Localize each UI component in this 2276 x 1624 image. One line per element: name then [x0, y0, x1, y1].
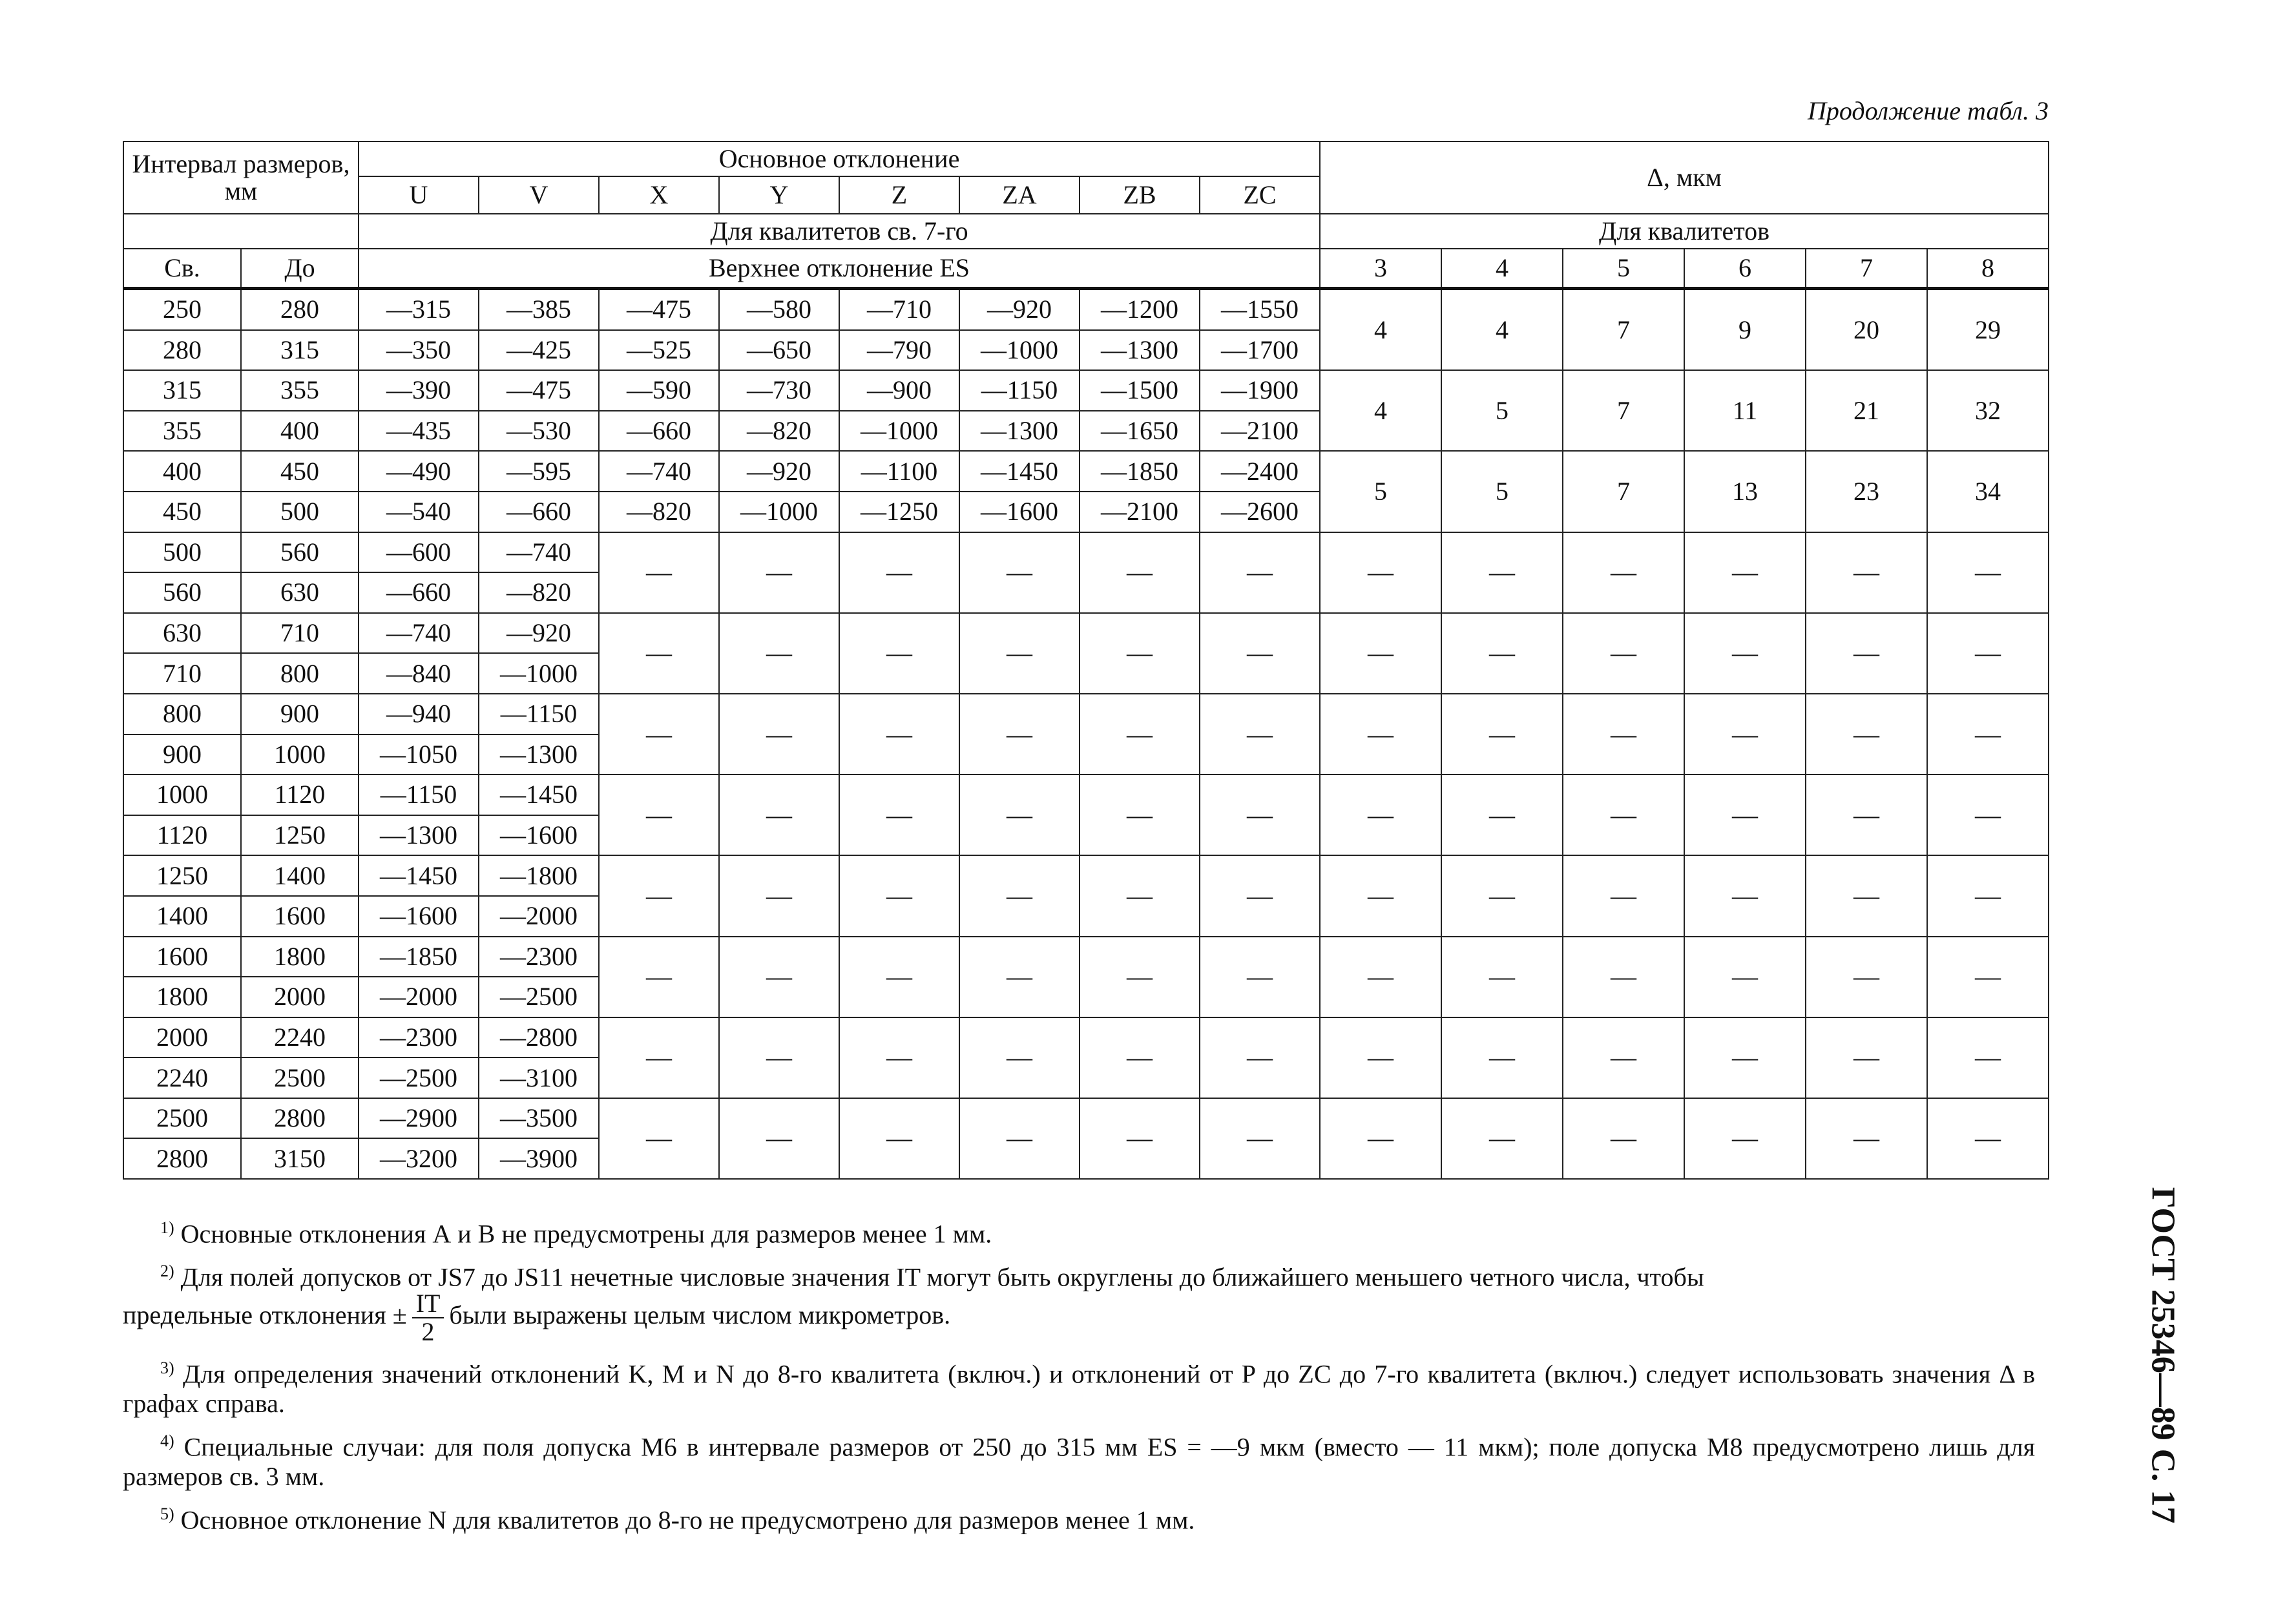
cell-from: 355 — [123, 411, 241, 452]
cell-from: 900 — [123, 734, 241, 775]
cell-deviation: —390 — [359, 370, 479, 411]
table-row — [123, 613, 2049, 654]
cell-dash: — — [599, 937, 719, 1017]
cell-deviation: —1150 — [959, 370, 1080, 411]
cell-deviation: —820 — [599, 492, 719, 532]
footnote-4: $^{4)}$ Специальные случаи: для поля допуска M6 в интервале размеров от 250 до 315 мм ES = —9 мкм (вместо — 11 мкм); поле допуска M8 предусмотрено лишь для размеров св. 3 мм. — [123, 1431, 2036, 1492]
cell-dash: — — [719, 937, 839, 1017]
cell-dash: — — [719, 613, 839, 694]
cell-dash: — — [1927, 532, 2049, 613]
cell-dash: — — [599, 613, 719, 694]
cell-dash: — — [959, 1017, 1080, 1098]
cell-deviation: —1300 — [1080, 330, 1200, 371]
cell-dash: — — [1320, 1098, 1441, 1179]
cell-deviation: —590 — [599, 370, 719, 411]
cell-dash: — — [1080, 1098, 1200, 1179]
cell-deviation: —1250 — [839, 492, 959, 532]
cell-deviation: —385 — [479, 289, 599, 330]
cell-deviation: —1000 — [719, 492, 839, 532]
cell-dash: — — [719, 855, 839, 936]
cell-from: 450 — [123, 492, 241, 532]
cell-deviation: —490 — [359, 451, 479, 492]
cell-deviation: —580 — [719, 289, 839, 330]
cell-to: 1120 — [241, 775, 359, 815]
cell-to: 3150 — [241, 1138, 359, 1179]
cell-to: 1600 — [241, 896, 359, 937]
cell-deviation: —2400 — [1200, 451, 1320, 492]
cell-dash: — — [1684, 937, 1806, 1017]
cell-deviation: —475 — [479, 370, 599, 411]
cell-dash: — — [1806, 613, 1927, 694]
cell-to: 900 — [241, 694, 359, 734]
cell-dash: — — [1080, 532, 1200, 613]
cell-dash: — — [959, 937, 1080, 1017]
cell-deviation: —730 — [719, 370, 839, 411]
cell-dash: — — [959, 613, 1080, 694]
cell-dash: — — [1441, 855, 1563, 936]
table-row — [123, 532, 2049, 573]
cell-deviation: —1150 — [479, 694, 599, 734]
cell-dash: — — [1806, 855, 1927, 936]
cell-dash: — — [1927, 613, 2049, 694]
cell-dash: — — [1200, 937, 1320, 1017]
cell-dash: — — [1320, 937, 1441, 1017]
header-grade-cell: 5 — [1563, 249, 1684, 289]
cell-dash: — — [1806, 694, 1927, 775]
cell-to: 2000 — [241, 977, 359, 1017]
cell-dash: — — [719, 532, 839, 613]
cell-dash: — — [1927, 937, 2049, 1017]
cell-delta: 34 — [1927, 451, 2049, 532]
cell-deviation: —1500 — [1080, 370, 1200, 411]
footnote-5: $^{5)}$ Основное отклонение N для квалитетов до 8-го не предусмотрено для размеров менее 1 мм. — [160, 1504, 1195, 1535]
cell-dash: — — [1563, 937, 1684, 1017]
cell-dash: — — [719, 694, 839, 775]
cell-dash: — — [1080, 775, 1200, 855]
cell-deviation: —660 — [479, 492, 599, 532]
cell-dash: — — [839, 855, 959, 936]
cell-dash: — — [1684, 775, 1806, 855]
table-row — [123, 289, 2049, 330]
table-row — [123, 694, 2049, 734]
cell-deviation: —1150 — [359, 775, 479, 815]
cell-delta: 21 — [1806, 370, 1927, 451]
cell-dash: — — [1080, 1017, 1200, 1098]
table-row — [123, 855, 2049, 896]
cell-dash: — — [1441, 694, 1563, 775]
header-code-cell: U — [359, 176, 479, 214]
cell-dash: — — [1320, 694, 1441, 775]
cell-dash: — — [1320, 532, 1441, 613]
footnote-3: $^{3)}$ Для определения значений отклонений K, M и N до 8-го квалитета (включ.) и отклонений от P до ZC до 7-го квалитета (включ.) следует использовать значения Δ в графах справа. — [123, 1358, 2036, 1418]
cell-deviation: —595 — [479, 451, 599, 492]
cell-deviation: —2100 — [1200, 411, 1320, 452]
cell-from: 560 — [123, 572, 241, 613]
cell-delta: 32 — [1927, 370, 2049, 451]
cell-deviation: —2000 — [479, 896, 599, 937]
cell-dash: — — [599, 532, 719, 613]
cell-from: 710 — [123, 653, 241, 694]
header-code-cell: ZC — [1200, 176, 1320, 214]
cell-dash: — — [599, 1098, 719, 1179]
cell-dash: — — [599, 775, 719, 855]
cell-dash: — — [1684, 532, 1806, 613]
cell-deviation: —315 — [359, 289, 479, 330]
cell-deviation: —1800 — [479, 855, 599, 896]
cell-deviation: —2300 — [359, 1017, 479, 1058]
cell-to: 1400 — [241, 855, 359, 896]
header-code-cell: X — [599, 176, 719, 214]
cell-deviation: —790 — [839, 330, 959, 371]
cell-dash: — — [599, 694, 719, 775]
cell-to: 450 — [241, 451, 359, 492]
footnotes — [123, 1213, 2035, 1543]
cell-dash: — — [839, 937, 959, 1017]
cell-deviation: —1850 — [359, 937, 479, 977]
cell-dash: — — [1684, 855, 1806, 936]
cell-dash: — — [839, 1098, 959, 1179]
cell-deviation: —650 — [719, 330, 839, 371]
cell-delta: 23 — [1806, 451, 1927, 532]
standard-page-code: ГОСТ 25346—89 С. 17 — [2144, 1187, 2182, 1524]
cell-from: 1400 — [123, 896, 241, 937]
cell-from: 400 — [123, 451, 241, 492]
cell-dash: — — [1563, 694, 1684, 775]
cell-deviation: —1450 — [959, 451, 1080, 492]
cell-delta: 4 — [1320, 289, 1441, 371]
cell-dash: — — [1563, 855, 1684, 936]
cell-dash: — — [839, 613, 959, 694]
cell-deviation: —1000 — [839, 411, 959, 452]
cell-dash: — — [1806, 1098, 1927, 1179]
cell-dash: — — [839, 1017, 959, 1098]
header-grade-cell: 7 — [1806, 249, 1927, 289]
cell-delta: 7 — [1563, 370, 1684, 451]
header-grade-cell: 8 — [1927, 249, 2049, 289]
cell-dash: — — [1080, 855, 1200, 936]
cell-dash: — — [1563, 1017, 1684, 1098]
header-upper-deviation: Верхнее отклонение ES — [359, 249, 1320, 289]
cell-dash: — — [959, 694, 1080, 775]
cell-delta: 4 — [1320, 370, 1441, 451]
cell-deviation: —2500 — [359, 1057, 479, 1098]
cell-dash: — — [1927, 855, 2049, 936]
cell-dash: — — [1320, 1017, 1441, 1098]
cell-from: 1120 — [123, 815, 241, 856]
cell-deviation: —1600 — [359, 896, 479, 937]
cell-delta: 9 — [1684, 289, 1806, 371]
cell-dash: — — [959, 1098, 1080, 1179]
cell-deviation: —920 — [719, 451, 839, 492]
footnote-2-cont: предельные отклонения ± $\frac{IT}{2}$ были выражены целым числом микрометров. — [123, 1288, 951, 1346]
cell-from: 800 — [123, 694, 241, 734]
table-row — [123, 1017, 2049, 1058]
cell-deviation: —2800 — [479, 1017, 599, 1058]
cell-dash: — — [1563, 775, 1684, 855]
header-grade-cell: 4 — [1441, 249, 1563, 289]
cell-deviation: —3100 — [479, 1057, 599, 1098]
cell-from: 315 — [123, 370, 241, 411]
cell-dash: — — [1806, 532, 1927, 613]
header-for-grades: Для квалитетов — [1320, 214, 2049, 249]
cell-deviation: —920 — [479, 613, 599, 654]
cell-deviation: —1600 — [959, 492, 1080, 532]
cell-dash: — — [1320, 613, 1441, 694]
cell-dash: — — [1200, 1098, 1320, 1179]
cell-deviation: —350 — [359, 330, 479, 371]
cell-to: 2240 — [241, 1017, 359, 1058]
cell-dash: — — [1927, 694, 2049, 775]
cell-dash: — — [959, 775, 1080, 855]
cell-delta: 11 — [1684, 370, 1806, 451]
cell-dash: — — [1080, 694, 1200, 775]
cell-from: 2500 — [123, 1098, 241, 1139]
header-delta: Δ, мкм — [1320, 141, 2049, 214]
cell-dash: — — [839, 775, 959, 855]
cell-dash: — — [1441, 532, 1563, 613]
cell-dash: — — [1684, 1017, 1806, 1098]
cell-deviation: —1650 — [1080, 411, 1200, 452]
header-code-cell: V — [479, 176, 599, 214]
cell-from: 250 — [123, 289, 241, 330]
header-code-cell: Z — [839, 176, 959, 214]
cell-deviation: —740 — [599, 451, 719, 492]
cell-deviation: —820 — [719, 411, 839, 452]
cell-deviation: —3900 — [479, 1138, 599, 1179]
cell-from: 630 — [123, 613, 241, 654]
cell-from: 280 — [123, 330, 241, 371]
cell-dash: — — [1927, 775, 2049, 855]
cell-deviation: —425 — [479, 330, 599, 371]
cell-dash: — — [1441, 1098, 1563, 1179]
cell-delta: 5 — [1441, 370, 1563, 451]
cell-deviation: —1600 — [479, 815, 599, 856]
cell-deviation: —1300 — [479, 734, 599, 775]
cell-from: 500 — [123, 532, 241, 573]
cell-to: 1800 — [241, 937, 359, 977]
cell-dash: — — [719, 1098, 839, 1179]
cell-deviation: —2600 — [1200, 492, 1320, 532]
cell-dash: — — [839, 694, 959, 775]
continuation-label: Продолжение табл. 3 — [1807, 96, 2049, 125]
cell-dash: — — [1441, 1017, 1563, 1098]
cell-dash: — — [1563, 532, 1684, 613]
cell-dash: — — [1441, 775, 1563, 855]
cell-dash: — — [1563, 613, 1684, 694]
cell-dash: — — [1200, 855, 1320, 936]
cell-delta: 13 — [1684, 451, 1806, 532]
cell-dash: — — [1806, 775, 1927, 855]
cell-dash: — — [1320, 855, 1441, 936]
cell-from: 1800 — [123, 977, 241, 1017]
cell-dash: — — [1684, 613, 1806, 694]
cell-to: 500 — [241, 492, 359, 532]
fraction-it-2: $\frac{IT}{2}$ — [412, 1290, 444, 1346]
cell-to: 710 — [241, 613, 359, 654]
cell-deviation: —1300 — [959, 411, 1080, 452]
header-grade-cell: 3 — [1320, 249, 1441, 289]
cell-dash: — — [1441, 937, 1563, 1017]
cell-from: 1250 — [123, 855, 241, 896]
cell-dash: — — [959, 855, 1080, 936]
cell-dash: — — [1200, 775, 1320, 855]
header-to: До — [241, 249, 359, 289]
cell-to: 630 — [241, 572, 359, 613]
cell-delta: 7 — [1563, 289, 1684, 371]
cell-dash: — — [719, 1017, 839, 1098]
cell-dash: — — [1927, 1017, 2049, 1098]
header-interval: Интервал размеров, мм — [123, 141, 359, 214]
cell-deviation: —740 — [359, 613, 479, 654]
cell-to: 400 — [241, 411, 359, 452]
cell-deviation: —2000 — [359, 977, 479, 1017]
cell-deviation: —940 — [359, 694, 479, 734]
cell-deviation: —1700 — [1200, 330, 1320, 371]
cell-delta: 7 — [1563, 451, 1684, 532]
footnote-2: $^{2)}$ Для полей допусков от JS7 до JS11 нечетные числовые значения IT могут быть округлены до ближайшего меньшего четного числа, чтобы — [160, 1262, 1704, 1292]
cell-deviation: —1900 — [1200, 370, 1320, 411]
cell-to: 800 — [241, 653, 359, 694]
cell-deviation: —525 — [599, 330, 719, 371]
cell-deviation: —435 — [359, 411, 479, 452]
header-blank — [123, 214, 359, 249]
cell-dash: — — [1200, 532, 1320, 613]
cell-deviation: —1100 — [839, 451, 959, 492]
header-grades-above7: Для квалитетов св. 7-го — [359, 214, 1320, 249]
cell-dash: — — [1200, 1017, 1320, 1098]
cell-dash: — — [1080, 613, 1200, 694]
cell-dash: — — [599, 1017, 719, 1098]
cell-deviation: —600 — [359, 532, 479, 573]
deviation-table — [123, 141, 2049, 1180]
cell-dash: — — [1684, 694, 1806, 775]
cell-dash: — — [719, 775, 839, 855]
cell-deviation: —530 — [479, 411, 599, 452]
cell-deviation: —900 — [839, 370, 959, 411]
cell-from: 2000 — [123, 1017, 241, 1058]
cell-to: 560 — [241, 532, 359, 573]
cell-to: 355 — [241, 370, 359, 411]
cell-deviation: —540 — [359, 492, 479, 532]
cell-deviation: —820 — [479, 572, 599, 613]
cell-deviation: —2100 — [1080, 492, 1200, 532]
cell-deviation: —740 — [479, 532, 599, 573]
header-code-cell: Y — [719, 176, 839, 214]
cell-deviation: —1000 — [479, 653, 599, 694]
cell-to: 315 — [241, 330, 359, 371]
cell-deviation: —1050 — [359, 734, 479, 775]
cell-dash: — — [599, 855, 719, 936]
cell-to: 1000 — [241, 734, 359, 775]
cell-deviation: —840 — [359, 653, 479, 694]
cell-dash: — — [1806, 937, 1927, 1017]
header-main-deviation: Основное отклонение — [359, 141, 1320, 176]
cell-deviation: —1200 — [1080, 289, 1200, 330]
cell-delta: 29 — [1927, 289, 2049, 371]
cell-to: 280 — [241, 289, 359, 330]
table-row — [123, 451, 2049, 492]
cell-deviation: —1450 — [359, 855, 479, 896]
cell-from: 2240 — [123, 1057, 241, 1098]
cell-deviation: —2300 — [479, 937, 599, 977]
header-code-cell: ZB — [1080, 176, 1200, 214]
cell-dash: — — [1200, 694, 1320, 775]
cell-deviation: —1450 — [479, 775, 599, 815]
table-row — [123, 370, 2049, 411]
cell-deviation: —920 — [959, 289, 1080, 330]
cell-from: 1600 — [123, 937, 241, 977]
table-row — [123, 937, 2049, 977]
cell-dash: — — [1441, 613, 1563, 694]
cell-dash: — — [1806, 1017, 1927, 1098]
cell-dash: — — [839, 532, 959, 613]
cell-to: 2800 — [241, 1098, 359, 1139]
cell-delta: 4 — [1441, 289, 1563, 371]
cell-deviation: —1300 — [359, 815, 479, 856]
cell-delta: 5 — [1441, 451, 1563, 532]
cell-deviation: —1550 — [1200, 289, 1320, 330]
cell-dash: — — [1927, 1098, 2049, 1179]
cell-dash: — — [1563, 1098, 1684, 1179]
footnote-1: $^{1)}$ Основные отклонения А и В не предусмотрены для размеров менее 1 мм. — [160, 1218, 992, 1249]
cell-deviation: —2500 — [479, 977, 599, 1017]
cell-deviation: —3500 — [479, 1098, 599, 1139]
cell-deviation: —1850 — [1080, 451, 1200, 492]
cell-deviation: —3200 — [359, 1138, 479, 1179]
header-code-cell: ZA — [959, 176, 1080, 214]
cell-dash: — — [1684, 1098, 1806, 1179]
cell-deviation: —2900 — [359, 1098, 479, 1139]
cell-to: 1250 — [241, 815, 359, 856]
cell-deviation: —1000 — [959, 330, 1080, 371]
cell-from: 2800 — [123, 1138, 241, 1179]
cell-dash: — — [1080, 937, 1200, 1017]
table-row — [123, 1098, 2049, 1139]
cell-delta: 5 — [1320, 451, 1441, 532]
table-row — [123, 775, 2049, 815]
cell-dash: — — [1320, 775, 1441, 855]
header-grade-cell: 6 — [1684, 249, 1806, 289]
cell-dash: — — [959, 532, 1080, 613]
cell-deviation: —660 — [359, 572, 479, 613]
header-from: Св. — [123, 249, 241, 289]
cell-from: 1000 — [123, 775, 241, 815]
cell-deviation: —475 — [599, 289, 719, 330]
cell-to: 2500 — [241, 1057, 359, 1098]
cell-deviation: —710 — [839, 289, 959, 330]
cell-delta: 20 — [1806, 289, 1927, 371]
cell-dash: — — [1200, 613, 1320, 694]
cell-deviation: —660 — [599, 411, 719, 452]
